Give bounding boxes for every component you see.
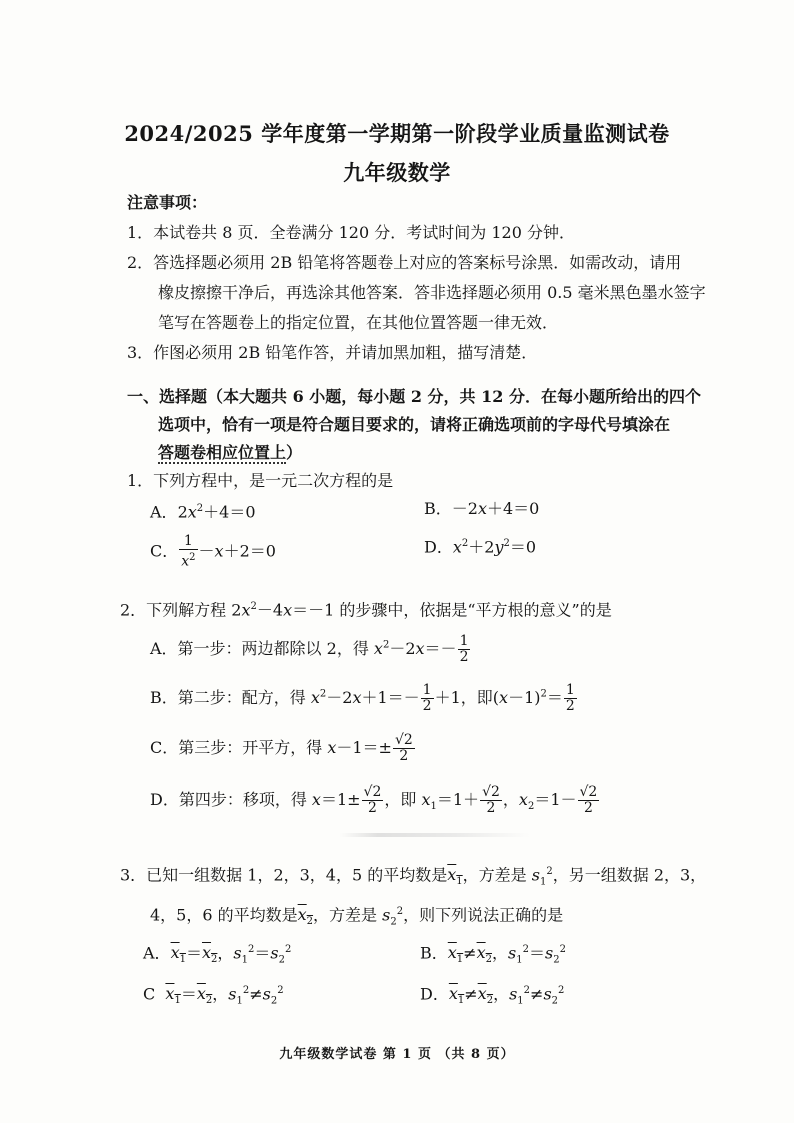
q2-d-mid: ，即: [384, 790, 422, 809]
q3-option-c: C $x_1=x_2$，$s_1^2\ne s_2^2$: [143, 984, 284, 1007]
q3-l2-mid: ，方差是: [313, 905, 383, 925]
q3-l1-post: ，另一组数据 2，3，: [552, 865, 707, 885]
page-footer: 九年级数学试卷 第 1 页 （共 8 页）: [279, 1047, 515, 1062]
q2-option-c: C．第三步：开平方，得 x－1＝± $\frac{√2}{2}$: [150, 732, 413, 764]
section-1-dotted-text: 答题卷相应位置上: [158, 443, 287, 462]
q2-stem: 2．下列解方程 $2x^2-4x=-1$ 的步骤中，依据是“平方根的意义”的是: [120, 600, 612, 620]
q2-c-text: C．第三步：开平方，得: [150, 738, 328, 757]
section-1-line-2: 选项中，恰有一项是符合题目要求的，请将正确选项前的字母代号填涂在: [158, 415, 671, 434]
q3-option-a: A．$x_1=x_2$，$s_1^2=s_2^2$: [143, 943, 292, 966]
notes-heading: 注意事项：: [127, 193, 208, 212]
q3-l1-pre: 3．已知一组数据 1，2，3，4，5 的平均数是: [120, 865, 448, 885]
q1-option-c: C． $\frac{1}{x^2}$ －x＋2＝0: [150, 533, 276, 570]
q3-a-label: A．: [143, 943, 171, 963]
q2-c-fraction: $\frac{√2}{2}$: [394, 732, 413, 764]
q2-b-text: B．第二步：配方，得: [150, 688, 311, 707]
q1-b-label: B．: [424, 499, 452, 518]
q3-l1-mid: ，方差是: [462, 865, 532, 885]
q2-stem-pre: 2．下列解方程: [120, 600, 232, 620]
q3-option-d: D．$x_1\ne x_2$，$s_1^2\ne s_2^2$: [420, 984, 565, 1007]
q2-d-fraction-3: $\frac{√2}{2}$: [579, 784, 598, 816]
q2-d-fraction-1: $\frac{√2}{2}$: [363, 784, 382, 816]
q2-d-text: D．第四步：移项，得: [150, 790, 312, 809]
q2-option-d: D．第四步：移项，得 x＝1± $\frac{√2}{2}$ ，即 $x_1=1+$ $\frac{√2}{2}$ ，$x_2=1-$ $\frac{√2}{2}$: [150, 784, 598, 816]
q3-d-label: D．: [420, 984, 449, 1004]
q2-option-b: B．第二步：配方，得 $x^2-2x+1=-$ $\frac{1}{2}$ ＋1，即$(x-1)^2=$ $\frac{1}{2}$: [150, 682, 575, 714]
q2-b-fraction-1: $\frac{1}{2}$: [422, 682, 432, 714]
q1-c-fraction: $\frac{1}{x^2}$: [181, 533, 196, 570]
q1-stem: 1．下列方程中，是一元二次方程的是: [127, 471, 394, 490]
q3-l2-pre: 4，5，6 的平均数是: [150, 905, 298, 925]
exam-subtitle: 九年级数学: [343, 160, 451, 185]
note-1: 1．本试卷共 8 页．全卷满分 120 分．考试时间为 120 分钟．: [127, 223, 575, 242]
scan-smudge: [340, 833, 530, 837]
note-3: 3．作图必须用 2B 铅笔作答，并请加黑加粗，描写清楚．: [127, 343, 538, 362]
section-1-line-1: 一、选择题（本大题共 6 小题，每小题 2 分，共 12 分．在每小题所给出的四个: [127, 387, 701, 406]
q3-stem-line-2: 4，5，6 的平均数是$x_2$，方差是 $s_2^2$，则下列说法正确的是: [150, 905, 564, 928]
q1-a-label: A．: [150, 502, 178, 522]
q3-stem-line-1: 3．已知一组数据 1，2，3，4，5 的平均数是$x_1$，方差是 $s_1^2$，另一组数据 2，3，: [120, 865, 707, 888]
q3-l2-post: ，则下列说法正确的是: [403, 905, 564, 925]
section-1-close-paren: ）: [286, 443, 303, 462]
exam-title: 2024/2025 学年度第一学期第一阶段学业质量监测试卷: [124, 121, 670, 146]
q2-b-mid: ，即: [460, 688, 493, 707]
q2-a-text: A．第一步：两边都除以 2，得: [150, 639, 374, 658]
q1-option-d: D．$x^2+2y^2=0$: [424, 537, 537, 557]
q2-a-fraction: $\frac{1}{2}$: [459, 633, 469, 665]
q1-d-label: D．: [424, 537, 453, 557]
q1-option-a: A．$2x^2+4=0$: [150, 502, 256, 522]
q3-option-b: B．$x_1\ne x_2$，$s_1^2=s_2^2$: [420, 943, 566, 966]
q1-option-b: B．－2x＋4＝0: [424, 499, 540, 518]
q1-c-label: C．: [150, 541, 179, 561]
q2-d-fraction-2: $\frac{√2}{2}$: [482, 784, 500, 816]
q2-stem-post: 的步骤中，依据是“平方根的意义”的是: [334, 600, 612, 620]
q3-c-label: C: [143, 984, 156, 1004]
note-2-line-1: 2．答选择题必须用 2B 铅笔将答题卷上对应的答案标号涂黑．如需改动，请用: [127, 253, 682, 272]
note-2-line-3: 笔写在答题卷上的指定位置，在其他位置答题一律无效．: [158, 313, 559, 332]
q3-b-label: B．: [420, 943, 448, 963]
q2-option-a: A．第一步：两边都除以 2，得 $x^2-2x=-$ $\frac{1}{2}$: [150, 633, 469, 665]
section-1-line-3: [158, 443, 302, 463]
q2-b-fraction-2: $\frac{1}{2}$: [565, 682, 575, 714]
note-2-line-2: 橡皮擦擦干净后，再选涂其他答案．答非选择题必须用 0.5 毫米黑色墨水签字: [158, 283, 706, 302]
